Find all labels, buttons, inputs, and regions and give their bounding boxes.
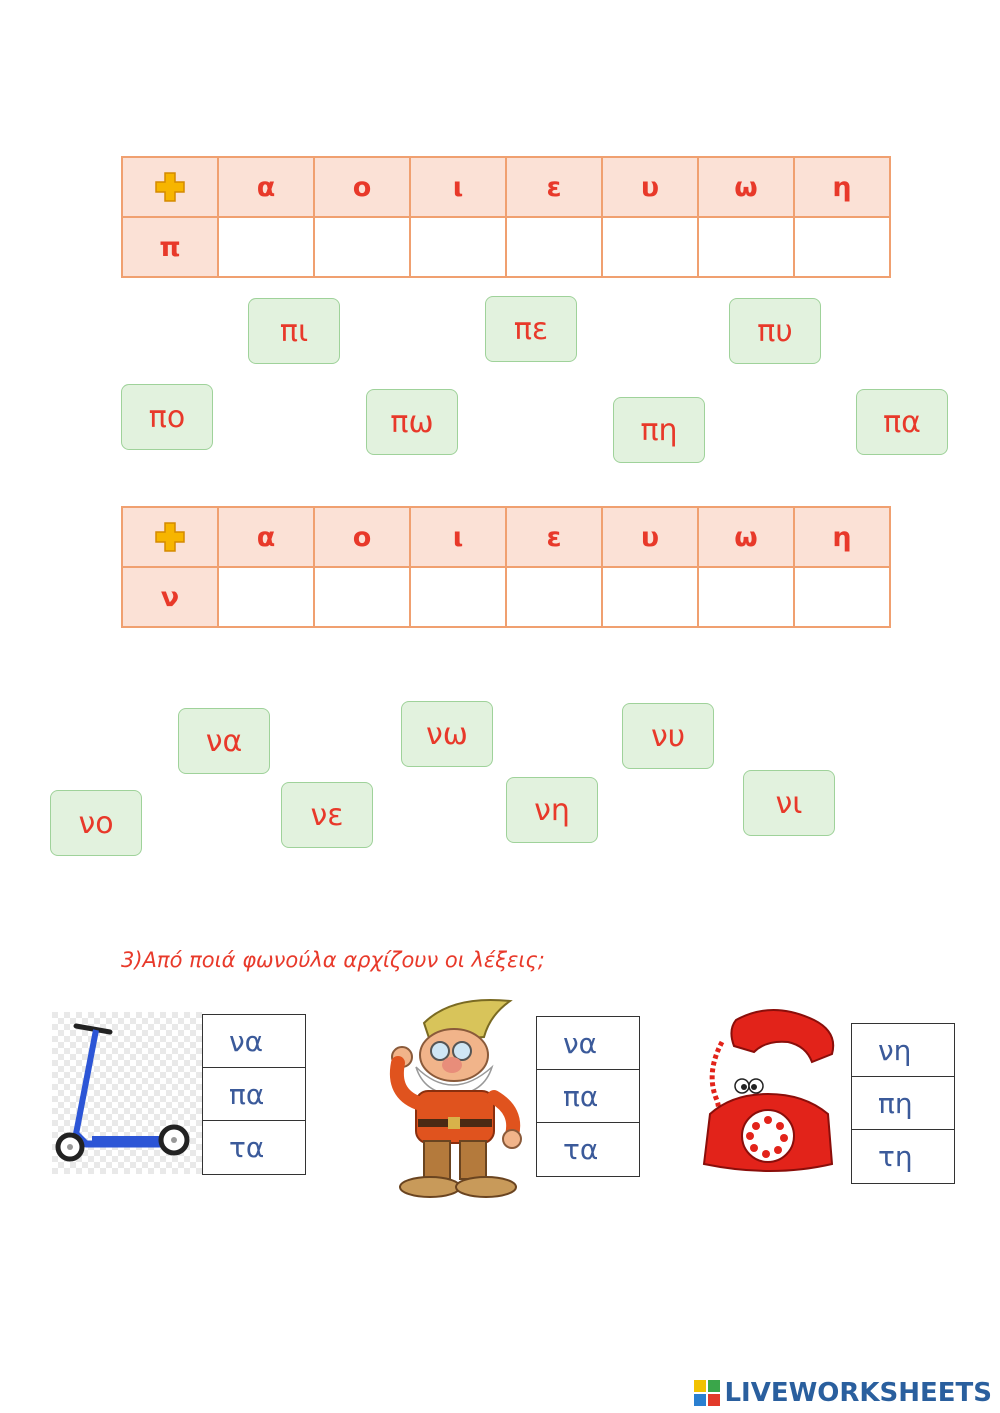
telephone-picture	[692, 1002, 842, 1176]
syllable-chip[interactable]: πο	[121, 384, 213, 450]
drop-target-cell[interactable]	[602, 567, 698, 627]
drop-target-cell[interactable]	[410, 567, 506, 627]
choice-option[interactable]: πη	[852, 1077, 954, 1130]
syllable-chip[interactable]: νε	[281, 782, 373, 848]
vowel-header: ο	[314, 507, 410, 567]
vowel-header: η	[794, 157, 890, 217]
syllable-chip[interactable]: νι	[743, 770, 835, 836]
choice-option[interactable]: τα	[563, 1133, 599, 1166]
drop-target-cell[interactable]	[602, 217, 698, 277]
syllable-chip[interactable]: πυ	[729, 298, 821, 364]
drop-target-cell[interactable]	[410, 217, 506, 277]
drop-target-cell[interactable]	[698, 567, 794, 627]
choice-option[interactable]: πα	[203, 1068, 305, 1121]
choice-box-scooter	[202, 1014, 306, 1175]
logo-text: LIVEWORKSHEETS	[724, 1378, 992, 1408]
plus-cell	[122, 157, 218, 217]
vowel-header: ο	[314, 157, 410, 217]
consonant-label: π	[122, 217, 218, 277]
scooter-picture	[52, 1012, 202, 1174]
vowel-header: υ	[602, 157, 698, 217]
drop-target-cell[interactable]	[794, 217, 890, 277]
vowel-header: ω	[698, 507, 794, 567]
vowel-header: ι	[410, 157, 506, 217]
drop-target-cell[interactable]	[218, 567, 314, 627]
plus-icon	[154, 171, 186, 203]
liveworksheets-logo[interactable]	[694, 1378, 992, 1408]
plus-icon	[154, 521, 186, 553]
drop-target-cell[interactable]	[314, 567, 410, 627]
syllable-chip[interactable]: πε	[485, 296, 577, 362]
drop-target-cell[interactable]	[698, 217, 794, 277]
question-text: 3)Από ποιά φωνούλα αρχίζουν οι λέξεις;	[121, 948, 545, 972]
drop-target-cell[interactable]	[506, 567, 602, 627]
choice-box-dwarf	[536, 1016, 640, 1177]
choice-option[interactable]: τη	[878, 1140, 913, 1173]
drop-target-cell[interactable]	[794, 567, 890, 627]
syllable-chip[interactable]: νο	[50, 790, 142, 856]
vowel-header: ε	[506, 157, 602, 217]
vowel-header: ι	[410, 507, 506, 567]
drop-target-cell[interactable]	[314, 217, 410, 277]
choice-option[interactable]: να	[537, 1017, 639, 1070]
syllable-chip[interactable]: πη	[613, 397, 705, 463]
vowel-header: υ	[602, 507, 698, 567]
vowel-header: ω	[698, 157, 794, 217]
syllable-chip[interactable]: πα	[856, 389, 948, 455]
drop-target-cell[interactable]	[506, 217, 602, 277]
choice-box-telephone	[851, 1023, 955, 1184]
plus-cell	[122, 507, 218, 567]
choice-option[interactable]: να	[203, 1015, 305, 1068]
syllable-table-pi	[121, 156, 891, 278]
syllable-chip[interactable]: να	[178, 708, 270, 774]
liveworksheets-logo-icon	[694, 1380, 720, 1406]
consonant-label: ν	[122, 567, 218, 627]
vowel-header: η	[794, 507, 890, 567]
choice-option[interactable]: πα	[537, 1070, 639, 1123]
choice-option[interactable]: τα	[229, 1131, 265, 1164]
vowel-header: α	[218, 507, 314, 567]
choice-option[interactable]: νη	[852, 1024, 954, 1077]
syllable-chip[interactable]: πι	[248, 298, 340, 364]
dwarf-picture	[372, 993, 532, 1203]
syllable-chip[interactable]: νυ	[622, 703, 714, 769]
vowel-header: α	[218, 157, 314, 217]
syllable-chip[interactable]: πω	[366, 389, 458, 455]
vowel-header: ε	[506, 507, 602, 567]
syllable-chip[interactable]: νη	[506, 777, 598, 843]
syllable-table-nu	[121, 506, 891, 628]
drop-target-cell[interactable]	[218, 217, 314, 277]
syllable-chip[interactable]: νω	[401, 701, 493, 767]
